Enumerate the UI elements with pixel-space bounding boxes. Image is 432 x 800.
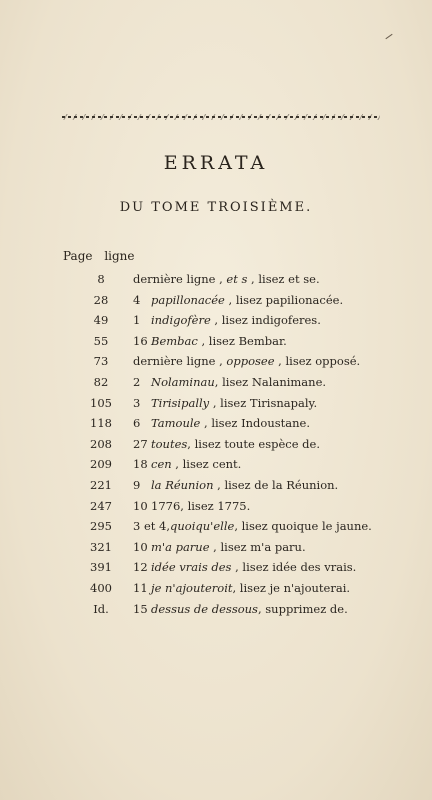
row-line: 1 <box>133 313 141 328</box>
row-correction: , lisez toute espèce de. <box>187 436 321 451</box>
row-line: 15 <box>133 601 148 616</box>
row-entry <box>133 540 306 554</box>
row-correction: , lisez quoique le jaune. <box>234 519 372 534</box>
row-line: 16 <box>133 333 148 348</box>
row-entry <box>133 416 310 430</box>
row-page: 295 <box>90 519 112 534</box>
row-prefix: dernière ligne , <box>133 354 227 369</box>
row-entry <box>133 478 338 492</box>
row-correction: , lisez idée des vrais. <box>231 560 357 575</box>
row-error-word: idée vrais des <box>151 560 232 575</box>
row-entry <box>133 499 250 513</box>
row-entry <box>133 354 360 368</box>
row-line: 10 <box>133 498 148 513</box>
row-correction: , lisez Nalanimane. <box>214 375 327 389</box>
row-correction: , lisez de la Réunion. <box>213 478 339 492</box>
row-line: 27 <box>133 436 148 451</box>
row-correction: , lisez je n'ajouterai. <box>232 581 351 595</box>
row-page: 28 <box>93 292 109 307</box>
row-line: 18 <box>133 457 148 472</box>
row-correction: , lisez Tirisnapaly. <box>209 395 318 410</box>
row-page: 400 <box>90 581 112 595</box>
row-correction: , lisez cent. <box>171 457 242 472</box>
row-entry <box>133 519 372 533</box>
row-correction: , lisez Indoustane. <box>200 416 310 431</box>
row-error-word: m'a parue <box>151 539 210 554</box>
row-error-word: Tamoule <box>151 416 201 431</box>
row-line: 9 <box>133 478 141 492</box>
row-page: 105 <box>90 395 112 410</box>
row-page: Id. <box>93 601 109 616</box>
row-error-word: indigofère <box>151 313 211 328</box>
row-entry <box>133 375 326 389</box>
row-error-word: dessus de dessous <box>151 601 258 616</box>
row-line: 11 <box>133 581 148 595</box>
row-page: 391 <box>90 560 112 575</box>
row-entry <box>133 334 287 348</box>
row-entry <box>133 581 350 595</box>
row-error-word: et s <box>226 272 248 286</box>
row-correction: , lisez m'a paru. <box>209 539 306 554</box>
row-page: 208 <box>90 436 112 451</box>
row-page: 209 <box>90 457 112 472</box>
row-page: 8 <box>97 272 105 286</box>
row-prefix: dernière ligne , <box>133 272 227 286</box>
row-page: 82 <box>93 375 109 389</box>
row-page: 321 <box>90 539 112 554</box>
row-entry <box>133 457 241 471</box>
row-prefix: 1776, lisez 1775. <box>151 498 251 513</box>
row-error-word: papillonacée <box>151 292 225 307</box>
row-entry <box>133 272 320 286</box>
row-page: 49 <box>93 313 109 328</box>
row-error-word: Tirisipally <box>151 395 210 410</box>
row-error-word: toutes <box>151 436 188 451</box>
row-correction: , lisez opposé. <box>274 354 361 369</box>
row-entry <box>133 396 317 410</box>
row-correction: , lisez et se. <box>247 272 320 286</box>
row-error-word: Nolaminau <box>151 375 215 389</box>
row-error-word: cen <box>151 457 172 472</box>
row-entry <box>133 602 348 616</box>
row-page: 118 <box>90 416 112 431</box>
row-page: 55 <box>93 333 109 348</box>
page-subtitle: DU TOME TROISIÈME. <box>119 200 313 215</box>
row-error-word: je n'ajouteroit <box>151 581 233 595</box>
row-line: 3 et 4, <box>133 519 171 534</box>
row-entry <box>133 313 321 327</box>
row-error-word: quoiqu'elle <box>170 519 235 534</box>
row-line: 2 <box>133 375 141 389</box>
header-page: Page <box>63 249 93 263</box>
row-line: 4 <box>133 292 141 307</box>
row-line: 3 <box>133 395 141 410</box>
row-entry <box>133 437 320 451</box>
column-header <box>63 249 135 263</box>
row-page: 221 <box>90 478 112 492</box>
row-line: 6 <box>133 416 141 431</box>
row-correction: , lisez papilionacée. <box>224 292 344 307</box>
row-page: 73 <box>93 354 109 369</box>
row-entry <box>133 560 356 574</box>
page-title: ERRATA <box>163 152 269 174</box>
row-correction: , supprimez de. <box>257 601 348 616</box>
row-line: 12 <box>133 560 148 575</box>
decorative-rule <box>62 113 380 121</box>
row-error-word: Bembac <box>151 333 198 348</box>
row-entry <box>133 293 343 307</box>
row-correction: , lisez Bembar. <box>197 333 287 348</box>
row-error-word: opposee <box>226 354 275 369</box>
row-correction: , lisez indigoferes. <box>210 313 321 328</box>
row-line: 10 <box>133 539 148 554</box>
header-ligne: ligne <box>104 249 135 263</box>
row-error-word: la Réunion <box>151 478 214 492</box>
row-page: 247 <box>90 498 112 513</box>
ink-mark <box>385 34 392 39</box>
